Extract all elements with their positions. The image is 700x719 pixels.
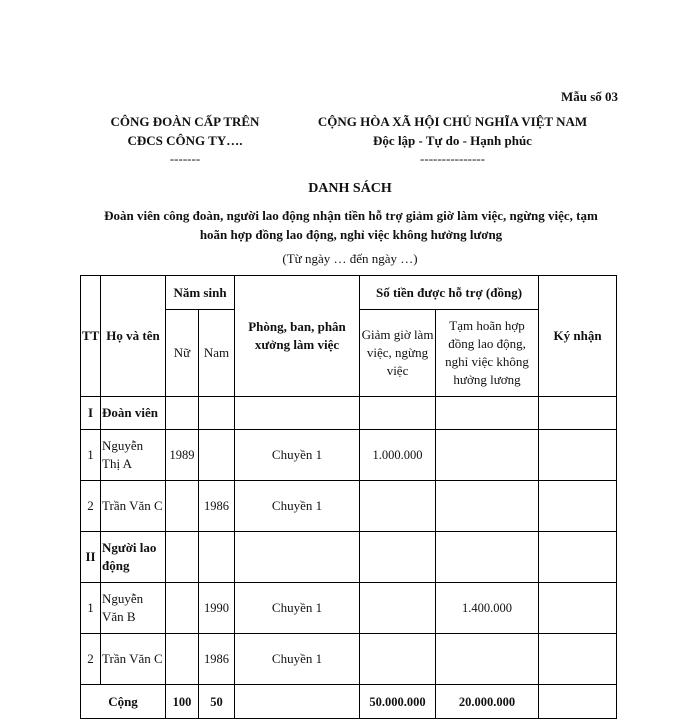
row-name: Trần Văn C <box>101 481 166 532</box>
header-suspended: Tạm hoãn hợp đồng lao động, nghỉ việc không hưởng lương <box>436 310 539 397</box>
group-label: Người lao động <box>101 532 166 583</box>
national-motto: Độc lập - Tự do - Hạnh phúc <box>373 133 532 148</box>
right-separator: --------------- <box>420 151 485 166</box>
table-row <box>81 583 617 634</box>
subtitle-line-1: Đoàn viên công đoàn, người lao động nhận tiền hỗ trợ giảm giờ làm việc, ngừng việc, tạm <box>104 208 598 223</box>
row-department: Chuyền 1 <box>235 481 360 532</box>
row-name: Nguyễn Thị A <box>101 430 166 481</box>
total-suspended-amount: 20.000.000 <box>436 685 539 719</box>
header-tt: TT <box>81 276 101 397</box>
upper-union-label: CÔNG ĐOÀN CẤP TRÊN <box>110 114 260 129</box>
table-row <box>81 634 617 685</box>
cell <box>436 397 539 430</box>
form-number: Mẫu số 03 <box>560 89 618 104</box>
row-tt: 1 <box>81 583 101 634</box>
row-department: Chuyền 1 <box>235 583 360 634</box>
total-male: 50 <box>199 685 235 719</box>
row-reduced-amount <box>360 481 436 532</box>
group-row-workers <box>81 532 617 583</box>
table-row <box>81 481 617 532</box>
header-name: Họ và tên <box>101 276 166 397</box>
row-name: Nguyễn Văn B <box>101 583 166 634</box>
cell <box>199 397 235 430</box>
company-union-label: CĐCS CÔNG TY…. <box>127 133 243 148</box>
row-male: 1986 <box>199 634 235 685</box>
header-department: Phòng, ban, phân xưởng làm việc <box>235 276 360 397</box>
header-birth-year: Năm sinh <box>166 276 235 310</box>
row-male: 1990 <box>199 583 235 634</box>
total-row <box>81 685 617 719</box>
date-range: (Từ ngày … đến ngày …) <box>282 251 418 266</box>
row-signature <box>539 583 617 634</box>
document-subtitle <box>78 206 624 244</box>
row-signature <box>539 634 617 685</box>
header-female: Nữ <box>166 310 199 397</box>
header-signature: Ký nhận <box>539 276 617 397</box>
row-signature <box>539 481 617 532</box>
header-male: Nam <box>199 310 235 397</box>
row-female <box>166 583 199 634</box>
row-name: Trần Văn C <box>101 634 166 685</box>
cell <box>166 532 199 583</box>
row-reduced-amount <box>360 634 436 685</box>
total-female: 100 <box>166 685 199 719</box>
left-separator: ------- <box>169 151 201 166</box>
row-female <box>166 481 199 532</box>
document-title: DANH SÁCH <box>308 181 392 196</box>
row-male: 1986 <box>199 481 235 532</box>
row-suspended-amount <box>436 634 539 685</box>
group-label: Đoàn viên <box>101 397 166 430</box>
row-suspended-amount: 1.400.000 <box>436 583 539 634</box>
row-tt: 2 <box>81 634 101 685</box>
header-row-1 <box>81 276 617 310</box>
row-reduced-amount <box>360 583 436 634</box>
row-female <box>166 634 199 685</box>
row-department: Chuyền 1 <box>235 430 360 481</box>
table-row <box>81 430 617 481</box>
header-reduced-hours: Giảm giờ làm việc, ngừng việc <box>360 310 436 397</box>
cell <box>235 685 360 719</box>
cell <box>199 532 235 583</box>
row-department: Chuyền 1 <box>235 634 360 685</box>
group-index: I <box>81 397 101 430</box>
cell <box>235 397 360 430</box>
row-reduced-amount: 1.000.000 <box>360 430 436 481</box>
cell <box>539 397 617 430</box>
row-suspended-amount <box>436 481 539 532</box>
row-suspended-amount <box>436 430 539 481</box>
cell <box>539 532 617 583</box>
row-tt: 1 <box>81 430 101 481</box>
header-amount: Số tiền được hỗ trợ (đồng) <box>360 276 539 310</box>
row-tt: 2 <box>81 481 101 532</box>
row-female: 1989 <box>166 430 199 481</box>
cell <box>235 532 360 583</box>
subtitle-line-2: hoãn hợp đồng lao động, nghỉ việc không hưởng lương <box>199 227 503 242</box>
total-label: Cộng <box>81 685 166 719</box>
national-title: CỘNG HÒA XÃ HỘI CHỦ NGHĨA VIỆT NAM <box>317 114 588 129</box>
group-row-members <box>81 397 617 430</box>
cell <box>166 397 199 430</box>
row-signature <box>539 430 617 481</box>
cell <box>360 397 436 430</box>
total-reduced-amount: 50.000.000 <box>360 685 436 719</box>
row-male <box>199 430 235 481</box>
recipient-table <box>80 275 617 719</box>
group-index: II <box>81 532 101 583</box>
cell <box>360 532 436 583</box>
cell <box>436 532 539 583</box>
cell <box>539 685 617 719</box>
